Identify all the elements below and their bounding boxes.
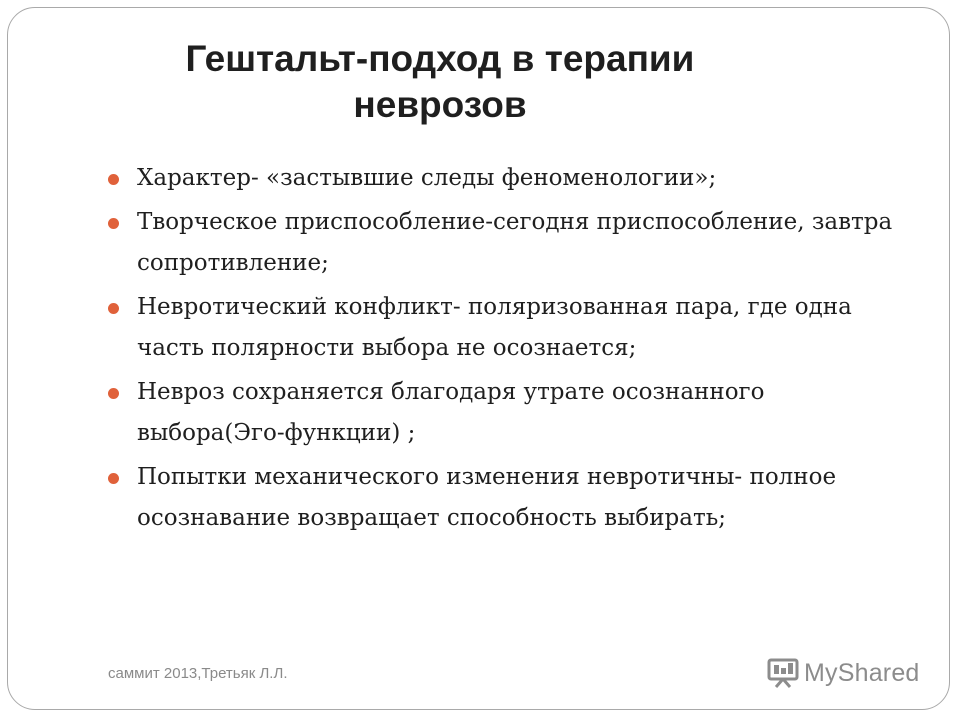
presentation-icon [766, 656, 800, 690]
bullet-item [108, 457, 908, 539]
bullet-item [108, 202, 908, 284]
bullet-list [108, 158, 908, 542]
title-line-1: Гештальт-подход в терапии [185, 38, 695, 79]
bullet-text: Невроз сохраняется благодаря утрате осознанного выбора(Эго-функции) ; [137, 379, 765, 446]
bullet-text: Невротический конфликт- поляризованная пара, где одна часть полярности выбора не осознается; [137, 294, 852, 361]
bullet-dot-icon [108, 218, 119, 229]
bullet-item [108, 287, 908, 369]
logo-text: MyShared [804, 658, 920, 687]
myshared-logo[interactable] [766, 656, 920, 690]
title-line-2: неврозов [353, 84, 527, 125]
bullet-dot-icon [108, 303, 119, 314]
bullet-text: Творческое приспособление-сегодня приспособление, завтра сопротивление; [137, 209, 893, 276]
bullet-dot-icon [108, 473, 119, 484]
bullet-text: Попытки механического изменения невротичны- полное осознавание возвращает способность выбирать; [137, 464, 837, 531]
bullet-item [108, 372, 908, 454]
bullet-text: Характер- «застывшие следы феноменологии»; [137, 165, 717, 191]
bullet-item [108, 158, 908, 199]
slide-footer: саммит 2013,Третьяк Л.Л. [108, 665, 288, 682]
bullet-dot-icon [108, 174, 119, 185]
bullet-dot-icon [108, 388, 119, 399]
slide-title [120, 36, 760, 128]
